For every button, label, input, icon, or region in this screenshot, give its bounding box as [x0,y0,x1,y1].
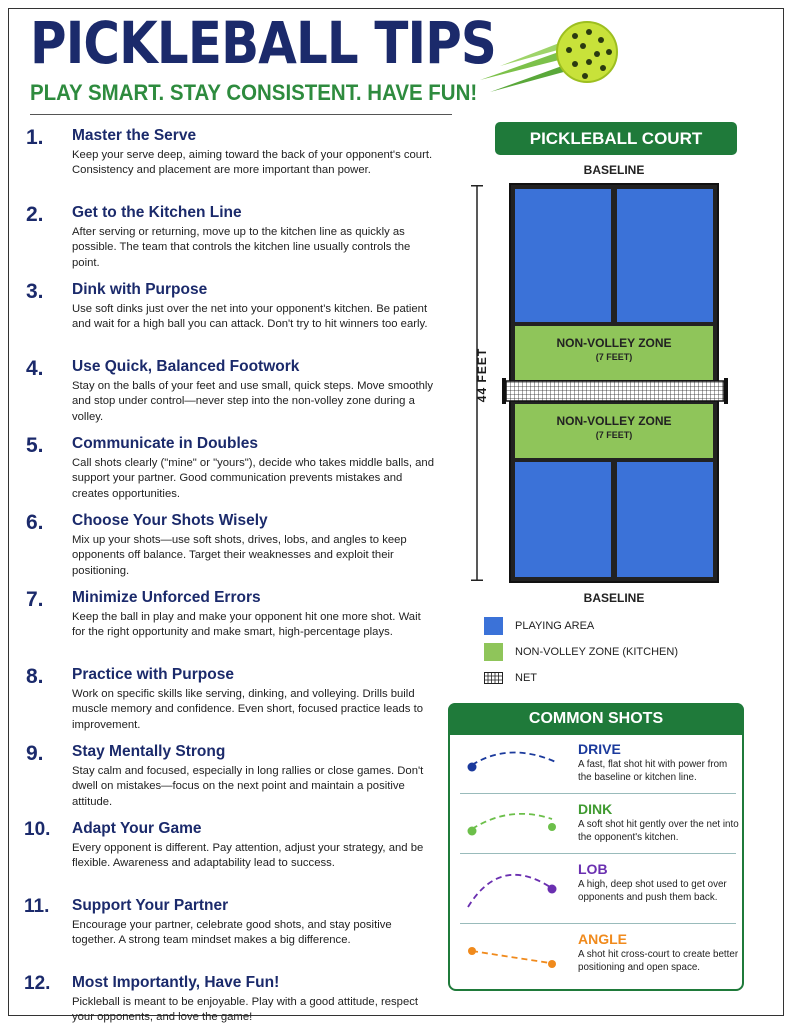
legend-label: NON-VOLLEY ZONE (KITCHEN) [515,646,678,658]
zone-label: NON-VOLLEY ZONE [556,414,672,428]
tips-list [26,124,436,1024]
tip-number: 8. [26,665,44,688]
shot-divider [460,853,736,854]
net-icon [502,378,728,404]
zone-size: (7 FEET) [595,352,633,362]
tip-heading: Adapt Your Game [72,820,202,837]
tip-heading: Master the Serve [72,127,197,144]
tip-number: 4. [26,357,44,380]
tip-body: Use soft dinks just over the net into your opponent's kitchen. Be patient and wait for a high ball you can attack. Don't try to hit winners too early. [72,303,428,331]
tip-number: 9. [26,742,44,765]
tip-number: 6. [26,511,44,534]
tip-heading: Stay Mentally Strong [72,743,226,760]
tip-body: Mix up your shots—use soft shots, drives, lobs, and angles to keep opponents off balance. Target their weaknesses and exploit their positioning. [72,534,407,577]
playing-area-bottom-left [515,462,611,577]
tip-body: Call shots clearly ("mine" or "yours"), decide who takes middle balls, and support your partner. Good communication prevents mistakes and creates opportunities. [72,457,435,500]
legend-label: NET [515,672,537,684]
page-title: PICKLEBALL TIPS [30,9,496,77]
drive-trajectory-icon [460,741,570,799]
shot-description: A fast, flat shot hit with power from the baseline or kitchen line. [578,759,728,783]
page-subtitle: PLAY SMART. STAY CONSISTENT. HAVE FUN! [30,80,478,105]
tip-heading: Practice with Purpose [72,666,234,683]
title-divider [30,114,452,115]
tip-body: Encourage your partner, celebrate good shots, and stay positive together. A strong team mindset makes a big difference. [72,919,392,947]
tip-body: Keep the ball in play and make your opponent hit one more shot. Wait for the right opportunity and make smart, high-percentage plays. [72,611,421,639]
shot-item-angle [460,931,739,991]
tip-number: 3. [26,280,44,303]
non-volley-zone-top [515,326,713,380]
tip-body: After serving or returning, move up to the kitchen line as quickly as possible. The team that controls the kitchen line usually controls the point. [72,226,411,269]
tip-item [26,740,436,817]
non-volley-zone-bottom [515,404,713,458]
shot-item-dink [460,801,739,861]
tip-number: 1. [26,126,44,149]
tip-number: 11. [24,896,50,917]
tip-heading: Choose Your Shots Wisely [72,512,268,529]
blue-square-icon [484,617,503,635]
shot-name: ANGLE [578,931,627,947]
tip-body: Stay on the balls of your feet and use small, quick steps. Move smoothly and stop under control—never step into the non-volley zone during a volley. [72,380,434,423]
shot-divider [460,923,736,924]
tip-heading: Support Your Partner [72,897,229,914]
tip-item [26,432,436,509]
tip-item [26,971,436,1024]
tip-body: Every opponent is different. Pay attention, adjust your strategy, and be flexible. Awareness and adaptability lead to success. [72,842,424,870]
tip-item [26,817,436,894]
pickleball-icon [475,18,625,98]
green-square-icon [484,643,503,661]
common-shots-panel [448,703,744,991]
shot-item-drive [460,741,736,801]
shot-name: DINK [578,801,613,817]
lob-trajectory-icon [460,861,570,919]
tip-heading: Use Quick, Balanced Footwork [72,358,300,375]
court-title: PICKLEBALL COURT [495,122,737,155]
tip-number: 12. [24,973,51,994]
angle-trajectory-icon [460,931,570,989]
legend-label: PLAYING AREA [515,620,595,632]
tip-number: 2. [26,203,44,226]
baseline-top-label: BASELINE [583,163,645,177]
shot-description: A high, deep shot used to get over opponents and push them back. [578,879,727,903]
tip-item [26,201,436,278]
tip-body: Stay calm and focused, especially in long rallies or close games. Don't dwell on mistakes—focus on the next point and maintain a positive attitude. [72,765,424,808]
tip-heading: Get to the Kitchen Line [72,204,242,221]
common-shots-title: COMMON SHOTS [448,703,744,735]
zone-label: NON-VOLLEY ZONE [556,336,672,350]
tip-item [26,663,436,740]
playing-area-top-right [617,189,713,322]
baseline-bottom-label: BASELINE [583,591,645,605]
playing-area-top-left [515,189,611,322]
tip-number: 10. [24,819,51,840]
zone-size: (7 FEET) [595,430,633,440]
tip-item [26,509,436,586]
tip-heading: Dink with Purpose [72,281,208,298]
shot-divider [460,793,736,794]
tip-item [26,355,436,432]
net-grid-icon [484,669,503,687]
playing-area-bottom-right [617,462,713,577]
shot-description: A shot hit cross-court to create better positioning and open space. [578,949,739,973]
tip-number: 5. [26,434,44,457]
tip-body: Work on specific skills like serving, dinking, and volleying. Drills build muscle memory and confidence. Even short, focused practice leads to improvement. [72,688,424,731]
tip-item [26,278,436,355]
tip-heading: Most Importantly, Have Fun! [72,974,280,991]
tip-number: 7. [26,588,44,611]
shot-item-lob [460,861,736,921]
dink-trajectory-icon [460,801,570,859]
tip-item [26,124,436,201]
shot-description: A soft shot hit gently over the net into the opponent's kitchen. [578,819,739,843]
tip-heading: Communicate in Doubles [72,435,259,452]
tip-item [26,894,436,971]
shot-name: LOB [578,861,608,877]
tip-body: Pickleball is meant to be enjoyable. Play with a good attitude, respect your opponents, and love the game! [72,996,419,1024]
tip-body: Keep your serve deep, aiming toward the back of your opponent's court. Consistency and placement are more important than power. [72,149,433,177]
tip-heading: Minimize Unforced Errors [72,589,261,606]
court-length-label: 44 FEET [475,347,489,403]
tip-item [26,586,436,663]
shot-name: DRIVE [578,741,621,757]
